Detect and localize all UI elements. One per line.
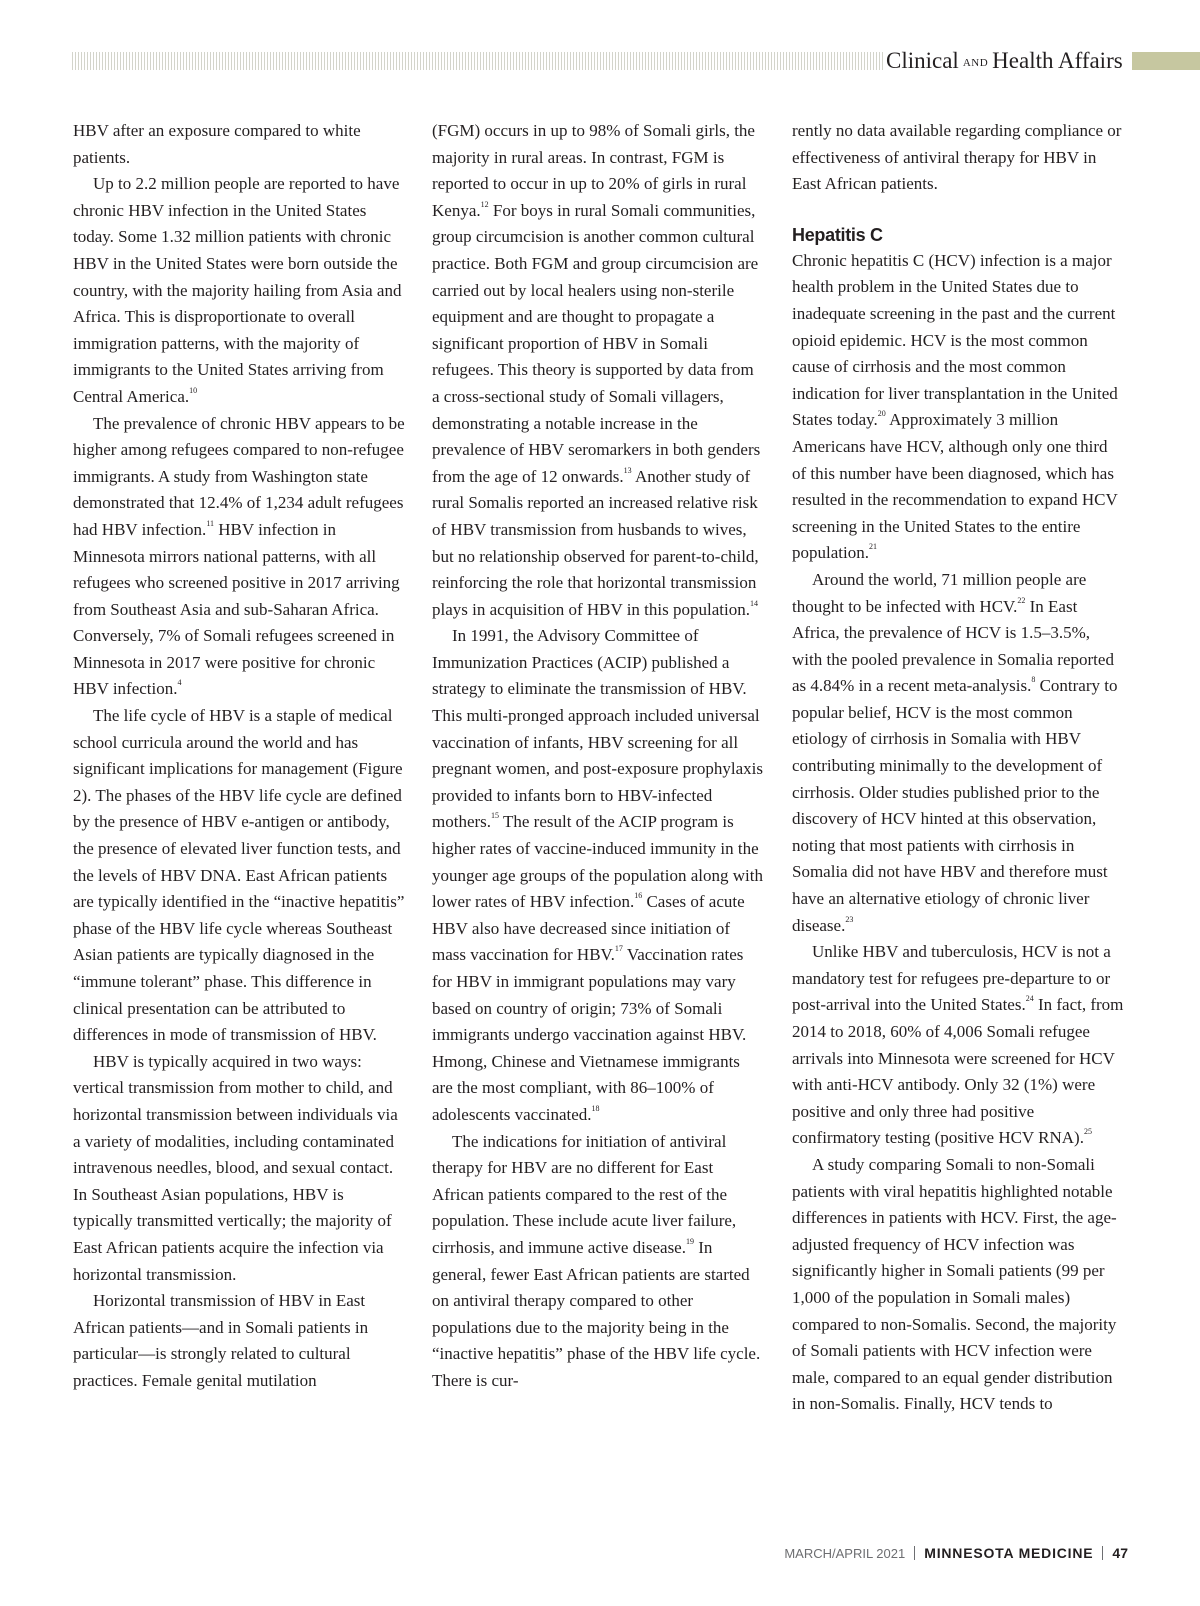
column-3: [792, 118, 1124, 1418]
section-heading-hepatitis-c: Hepatitis C: [792, 224, 883, 245]
paragraph: Around the world, 71 million people are thought to be infected with HCV.$^{22}$ In East Africa, the prevalence of HCV is 1.5–3.5%, with the pooled prevalence in Somalia reported as 4.84% in a recent meta-analysis.$^8$ Contrary to popular belief, HCV is the most common etiology of cirrhosis in Somalia with HBV contributing minimally to the development of cirrhosis. Older studies published prior to the discovery of HCV hinted at this observation, noting that most patients with cirrhosis in Somalia did not have HBV and therefore must have an alternative etiology of chronic liver disease.$^{23}$: [792, 569, 1118, 935]
paragraph: Unlike HBV and tuberculosis, HCV is not a mandatory test for refugees pre-departure to or post-arrival into the United States.$^{24}$ In fact, from 2014 to 2018, 60% of 4,006 Somali refugee arrivals into Minnesota were screened for HCV with anti-HCV antibody. Only 32 (1%) were positive and only three had positive confirmatory testing (positive HCV RNA).$^{25}$: [792, 942, 1124, 1148]
citation-ref: 21: [868, 542, 877, 552]
section-title: [886, 46, 1123, 76]
paragraph: HBV is typically acquired in two ways: vertical transmission from mother to child, and horizontal transmission between individuals via a variety of modalities, including contaminated intravenous needles, blood, and sexual contact. In Southeast Asian populations, HBV is typically transmitted vertically; the majority of East African patients acquire the infection via horizontal transmission.: [73, 1051, 398, 1284]
paragraph: rently no data available regarding compliance or effectiveness of antiviral therapy for HBV in East African patients.: [792, 121, 1122, 194]
page-footer: [784, 1540, 1128, 1566]
issue-date: MARCH/APRIL 2021: [784, 1546, 906, 1561]
citation-ref: 13: [623, 465, 632, 475]
paragraph: Horizontal transmission of HBV in East African patients—and in Somali patients in particular—is strongly related to cultural practices. Female genital mutilation: [73, 1291, 369, 1390]
section-title-clinical: Clinical: [886, 48, 959, 73]
citation-ref: 11: [206, 518, 215, 528]
citation-ref: 14: [749, 598, 758, 608]
citation-ref: 22: [1017, 595, 1026, 605]
citation-ref: 15: [491, 811, 500, 821]
paragraph: A study comparing Somali to non-Somali patients with viral hepatitis highlighted notable differences in patients with HCV. First, the age-adjusted frequency of HCV infection was significantly higher in Somali patients (99 per 1,000 of the population in Somali males) compared to non-Somalis. Second, the majority of Somali patients with HCV infection were male, compared to an equal gender distribution in non-Somalis. Finally, HCV tends to: [792, 1154, 1117, 1414]
column-2: [432, 118, 764, 1395]
section-title-and: AND: [962, 57, 989, 69]
citation-ref: 18: [591, 1103, 600, 1113]
section-title-health-affairs: Health Affairs: [992, 48, 1123, 73]
footer-divider: [1102, 1546, 1103, 1560]
paragraph: The life cycle of HBV is a staple of medical school curricula around the world and has significant implications for management (Figure 2). The phases of the HBV life cycle are defined by the presence of HBV e-antigen or antibody, the presence of elevated liver function tests, and the levels of HBV DNA. East African patients are typically identified in the “inactive hepatitis” phase of the HBV life cycle whereas Southeast Asian patients are typically diagnosed in the “immune tolerant” phase. This difference in clinical presentation can be attributed to differences in mode of transmission of HBV.: [73, 706, 405, 1045]
citation-ref: 19: [685, 1236, 694, 1246]
paragraph: Chronic hepatitis C (HCV) infection is a major health problem in the United States due to inadequate screening in the past and the current opioid epidemic. HCV is the most common cause of cirrhosis and the most common indication for liver transplantation in the United States today.$^{20}$ Approximately 3 million Americans have HCV, although only one third of this number have been diagnosed, which has resulted in the recommendation to expand HCV screening in the United States to the entire population.$^{21}$: [792, 250, 1118, 563]
citation-ref: 8: [1031, 675, 1036, 685]
citation-ref: 12: [480, 199, 489, 209]
paragraph: In 1991, the Advisory Committee of Immunization Practices (ACIP) published a strategy to eliminate the transmission of HBV. This multi-pronged approach included universal vaccination of infants, HBV screening for all pregnant women, and post-exposure prophylaxis provided to infants born to HBV-infected mothers.$^{15}$ The result of the ACIP program is higher rates of vaccine-induced immunity in the younger age groups of the population along with lower rates of HBV infection.$^{16}$ Cases of acute HBV also have decreased since initiation of mass vaccination for HBV.$^{17}$ Vaccination rates for HBV in immigrant populations may vary based on country of origin; 73% of Somali immigrants undergo vaccination against HBV. Hmong, Chinese and Vietnamese immigrants are the most compliant, with 86–100% of adolescents vaccinated.$^{18}$: [432, 626, 763, 1124]
column-1: [73, 118, 405, 1395]
citation-ref: 24: [1025, 994, 1034, 1004]
citation-ref: 16: [634, 891, 643, 901]
citation-ref: 25: [1083, 1127, 1092, 1137]
paragraph: Up to 2.2 million people are reported to have chronic HBV infection in the United States today. Some 1.32 million patients with chronic HBV in the United States were born outside the country, with the majority hailing from Asia and Africa. This is disproportionate to overall immigration patterns, with the majority of immigrants to the United States arriving from Central America.$^{10}$: [73, 174, 402, 406]
citation-ref: 4: [177, 678, 182, 688]
paragraph: The prevalence of chronic HBV appears to be higher among refugees compared to non-refugee immigrants. A study from Washington state demonstrated that 12.4% of 1,234 adult refugees had HBV infection.$^{11}$ HBV infection in Minnesota mirrors national patterns, with all refugees who screened positive in 2017 arriving from Southeast Asia and sub-Saharan Africa. Conversely, 7% of Somali refugees screened in Minnesota in 2017 were positive for chronic HBV infection.$^4$: [73, 413, 405, 699]
citation-ref: 17: [614, 944, 623, 954]
header-rule: [72, 52, 884, 70]
footer-divider: [914, 1546, 915, 1560]
page-number: 47: [1112, 1545, 1128, 1561]
citation-ref: 10: [189, 385, 198, 395]
journal-name: MINNESOTA MEDICINE: [924, 1545, 1094, 1561]
paragraph: The indications for initiation of antiviral therapy for HBV are no different for East African patients compared to the rest of the population. These include acute liver failure, cirrhosis, and immune active disease.$^{19}$ In general, fewer East African patients are started on antiviral therapy compared to other populations due to the majority being in the “inactive hepatitis” phase of the HBV life cycle. There is cur-: [432, 1131, 761, 1390]
citation-ref: 23: [845, 914, 854, 924]
paragraph: HBV after an exposure compared to white patients.: [73, 121, 361, 167]
header-accent-bar: [1132, 52, 1200, 70]
citation-ref: 20: [877, 409, 886, 419]
paragraph: (FGM) occurs in up to 98% of Somali girls, the majority in rural areas. In contrast, FGM is reported to occur in up to 20% of girls in rural Kenya.$^{12}$ For boys in rural Somali communities, group circumcision is another common cultural practice. Both FGM and group circumcision are carried out by local healers using non-sterile equipment and are thought to propagate a significant proportion of HBV in Somali refugees. This theory is supported by data from a cross-sectional study of Somali villagers, demonstrating a notable increase in the prevalence of HBV seromarkers in both genders from the age of 12 onwards.$^{13}$ Another study of rural Somalis reported an increased relative risk of HBV transmission from husbands to wives, but no relationship observed for parent-to-child, reinforcing the role that horizontal transmission plays in acquisition of HBV in this population.$^{14}$: [432, 121, 761, 619]
